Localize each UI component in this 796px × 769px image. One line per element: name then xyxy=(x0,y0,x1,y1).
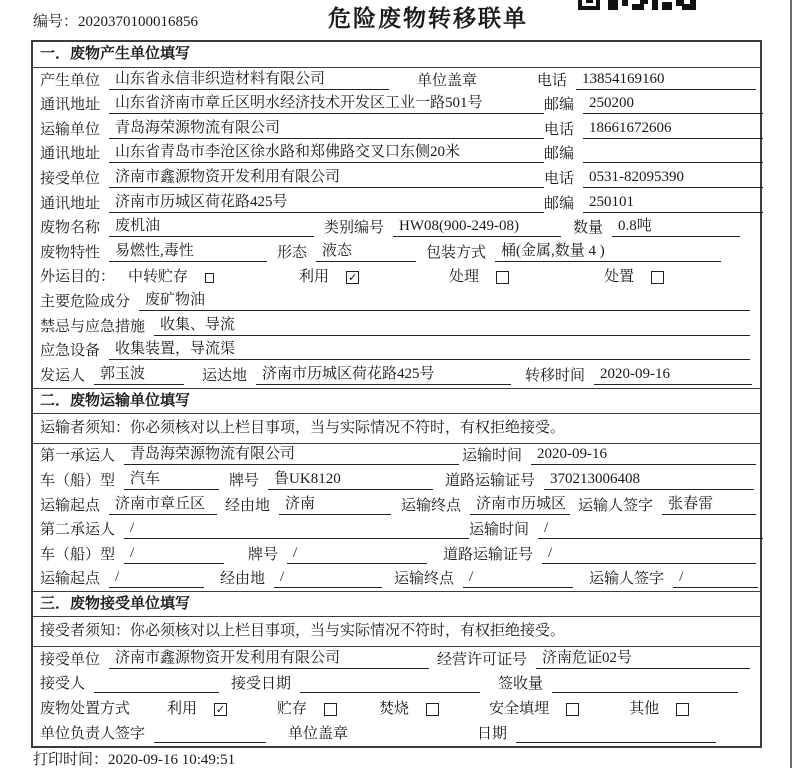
page-edge-line xyxy=(790,0,792,768)
receiver-unit-label: 接受单位 xyxy=(40,170,101,187)
first-route-row xyxy=(33,493,760,518)
transporter-unit-value: 青岛海荣源物流有限公司 xyxy=(109,119,544,139)
first-origin-label: 运输起点 xyxy=(40,497,101,514)
accepting-unit-value: 济南市鑫源物资开发利用有限公司 xyxy=(109,649,429,669)
first-origin-value: 济南市章丘区 xyxy=(109,495,217,515)
print-time-label: 打印时间： xyxy=(33,752,109,768)
transporter-address-value: 山东省青岛市李沧区徐水路和郑佛路交叉口东侧20米 xyxy=(109,143,544,163)
first-vehicle-type-label: 车（船）型 xyxy=(40,472,116,489)
first-vehicle-type-value: 汽车 xyxy=(124,470,219,490)
receiver-postcode-value: 250101 xyxy=(583,193,763,213)
first-carrier-value: 青岛海荣源物流有限公司 xyxy=(124,445,459,465)
first-vehicle-row xyxy=(33,468,760,493)
producer-postcode-value: 250200 xyxy=(583,94,763,114)
producer-postcode-label: 邮编 xyxy=(544,97,575,114)
serial-number: 2020370100016856 xyxy=(78,14,199,30)
disposal-secure-landfill-label: 安全填埋 xyxy=(489,701,550,718)
producer-unit-row xyxy=(33,68,760,93)
print-time-value: 2020-09-16 10:49:51 xyxy=(108,752,236,768)
first-transport-date-value: 2020-09-16 xyxy=(531,445,756,465)
main-hazard-components-label: 主要危险成分 xyxy=(40,293,131,310)
print-time-row xyxy=(33,748,235,769)
producer-phone-value: 13854169160 xyxy=(576,70,756,90)
receiver-notice: 接受者须知：你必须核对以上栏目事项，当与实际情况不符时，有权拒绝接受。 xyxy=(33,617,760,647)
purpose-treat-checkbox xyxy=(496,271,509,284)
emergency-equipment-row xyxy=(33,339,760,364)
first-carrier-signature-label: 运输人签字 xyxy=(578,497,654,514)
first-terminus-label: 运输终点 xyxy=(401,497,462,514)
delivery-destination-label: 运达地 xyxy=(202,367,248,384)
waste-traits-label: 废物特性 xyxy=(40,244,101,261)
receiver-address-row xyxy=(33,191,760,216)
received-quantity-value xyxy=(552,691,738,693)
transporter-unit-row xyxy=(33,117,760,142)
first-plate-number-label: 牌号 xyxy=(229,472,260,489)
second-terminus-label: 运输终点 xyxy=(394,571,455,588)
second-origin-value: / xyxy=(109,568,204,588)
receiver-address-value: 济南市历城区荷花路425号 xyxy=(109,193,544,213)
transporter-unit-label: 运输单位 xyxy=(40,121,101,138)
emergency-equipment-value: 收集装置，导流渠 xyxy=(109,340,750,360)
first-road-transport-license-label: 道路运输证号 xyxy=(445,472,536,489)
purpose-transit-storage-checkbox xyxy=(205,273,214,283)
disposal-method-label: 废物处置方式 xyxy=(40,701,131,718)
accept-unit-seal-label: 单位盖章 xyxy=(288,725,349,742)
receiver-unit-row xyxy=(33,166,760,191)
delivery-destination-value: 济南市历城区荷花路425号 xyxy=(256,365,511,385)
second-carrier-label: 第二承运人 xyxy=(40,522,116,539)
received-quantity-label: 签收量 xyxy=(498,676,544,693)
waste-name-value: 废机油 xyxy=(109,217,314,237)
acceptor-value xyxy=(94,691,219,693)
first-via-value: 济南 xyxy=(279,495,391,515)
waste-quantity-value: 0.8吨 xyxy=(612,217,740,237)
waste-traits-row xyxy=(33,240,760,265)
second-road-transport-license-label: 道路运输证号 xyxy=(443,546,534,563)
waste-name-row xyxy=(33,216,760,241)
emergency-measures-row xyxy=(33,314,760,339)
main-hazard-row xyxy=(33,289,760,314)
producer-address-row xyxy=(33,93,760,118)
transporter-postcode-label: 邮编 xyxy=(544,146,575,163)
unit-responsible-signature-label: 单位负责人签字 xyxy=(40,725,146,742)
receiver-phone-label: 电话 xyxy=(544,170,575,187)
contraindication-emergency-measures-value: 收集、导流 xyxy=(154,316,750,336)
purpose-treat-label: 处理 xyxy=(449,269,480,286)
first-terminus-value: 济南市历城区 xyxy=(470,495,570,515)
disposal-secure-landfill-checkbox xyxy=(566,703,579,716)
transfer-date-label: 转移时间 xyxy=(525,367,586,384)
second-vehicle-type-label: 车（船）型 xyxy=(40,546,116,563)
waste-name-label: 废物名称 xyxy=(40,220,101,237)
disposal-utilize-checkbox: ✓ xyxy=(215,703,226,717)
waste-form-value: 液态 xyxy=(316,242,416,262)
disposal-incinerate-checkbox xyxy=(426,703,439,716)
accept-seal-date-value xyxy=(516,741,716,743)
emergency-equipment-label: 应急设备 xyxy=(40,343,101,360)
outbound-purpose-row xyxy=(33,265,760,290)
transfer-date-value: 2020-09-16 xyxy=(594,365,752,385)
consignor-row xyxy=(33,363,760,388)
acceptor-label: 接受人 xyxy=(40,676,86,693)
disposal-storage-checkbox xyxy=(324,703,337,716)
first-carrier-signature-value: 张春雷 xyxy=(662,495,756,515)
transporter-address-row xyxy=(33,142,760,167)
waste-packaging-label: 包装方式 xyxy=(426,244,487,261)
second-origin-label: 运输起点 xyxy=(40,571,101,588)
purpose-dispose-label: 处置 xyxy=(604,269,635,286)
transporter-postcode-value xyxy=(583,161,763,163)
consignor-value: 郭玉波 xyxy=(94,365,184,385)
disposal-other-label: 其他 xyxy=(629,701,660,718)
unit-responsible-signature-value xyxy=(154,741,266,743)
second-road-transport-license-value: / xyxy=(542,544,756,564)
second-carrier-signature-label: 运输人签字 xyxy=(589,571,665,588)
waste-form-label: 形态 xyxy=(277,244,308,261)
responsible-signature-row xyxy=(33,721,760,746)
first-road-transport-license-value: 370213006408 xyxy=(544,470,754,490)
waste-category-code-label: 类别编号 xyxy=(324,220,385,237)
contraindication-emergency-measures-label: 禁忌与应急措施 xyxy=(40,318,146,335)
consignor-label: 发运人 xyxy=(40,367,86,384)
waste-traits-value: 易燃性,毒性 xyxy=(109,242,267,262)
producer-address-label: 通讯地址 xyxy=(40,97,101,114)
transporter-phone-value: 18661672606 xyxy=(583,119,763,139)
first-carrier-label: 第一承运人 xyxy=(40,448,116,465)
producer-section-header: 一．废物产生单位填写 xyxy=(33,42,760,68)
disposal-method-row xyxy=(33,696,760,721)
second-transport-date-label: 运输时间 xyxy=(469,522,530,539)
second-vehicle-type-value: / xyxy=(124,544,224,564)
disposal-utilize-label: 利用 xyxy=(167,701,198,718)
accepting-unit-row xyxy=(33,647,760,672)
purpose-transit-storage-label: 中转贮存 xyxy=(128,269,189,286)
page-title: 危险废物转移联单 xyxy=(328,5,528,31)
disposal-other-checkbox xyxy=(676,703,689,716)
business-license-number-label: 经营许可证号 xyxy=(437,651,528,668)
purpose-dispose-checkbox xyxy=(651,271,664,284)
receiver-address-label: 通讯地址 xyxy=(40,195,101,212)
purpose-utilize-checkbox: ✓ xyxy=(347,271,358,285)
receiver-section-header: 三．废物接受单位填写 xyxy=(33,591,760,617)
producer-unit-value: 山东省永信非织造材料有限公司 xyxy=(109,70,389,90)
receiver-unit-value: 济南市鑫源物资开发利用有限公司 xyxy=(109,168,544,188)
main-hazard-components-value: 废矿物油 xyxy=(139,291,750,311)
second-carrier-row xyxy=(33,518,760,543)
waste-category-code-value: HW08(900-249-08) xyxy=(393,217,561,237)
second-plate-number-value: / xyxy=(287,544,427,564)
producer-unit-label: 产生单位 xyxy=(40,72,101,89)
producer-unit-seal-label: 单位盖章 xyxy=(417,72,478,89)
second-transport-date-value: / xyxy=(538,519,763,539)
second-vehicle-row xyxy=(33,542,760,567)
first-transport-date-label: 运输时间 xyxy=(461,448,522,465)
purpose-utilize-label: 利用 xyxy=(299,269,330,286)
serial-label: 编号： xyxy=(33,14,79,30)
accept-date-label: 接受日期 xyxy=(231,676,292,693)
serial-number-row xyxy=(33,10,198,31)
first-plate-number-value: 鲁UK8120 xyxy=(268,470,433,490)
transporter-address-label: 通讯地址 xyxy=(40,146,101,163)
transporter-phone-label: 电话 xyxy=(544,121,575,138)
business-license-number-value: 济南危证02号 xyxy=(536,649,750,669)
second-route-row xyxy=(33,567,760,592)
producer-address-value: 山东省济南市章丘区明水经济技术开发区工业一路501号 xyxy=(109,94,544,114)
receiver-postcode-label: 邮编 xyxy=(544,195,575,212)
accept-date-value xyxy=(300,691,480,693)
first-carrier-row xyxy=(33,444,760,469)
transporter-section-header: 二．废物运输单位填写 xyxy=(33,388,760,414)
manifest-table xyxy=(31,40,762,748)
second-terminus-value: / xyxy=(463,568,573,588)
second-via-label: 经由地 xyxy=(220,571,266,588)
receiver-phone-value: 0531-82095390 xyxy=(583,168,763,188)
accepting-unit-label: 接受单位 xyxy=(40,651,101,668)
waste-packaging-value: 桶(金属,数量 4 ) xyxy=(495,242,721,262)
producer-phone-label: 电话 xyxy=(536,72,567,89)
first-via-label: 经由地 xyxy=(225,497,271,514)
second-carrier-signature-value: / xyxy=(673,568,758,588)
second-plate-number-label: 牌号 xyxy=(248,546,279,563)
second-carrier-value: / xyxy=(124,519,469,539)
outbound-purpose-label: 外运目的： xyxy=(40,269,116,286)
transporter-notice: 运输者须知：你必须核对以上栏目事项，当与实际情况不符时，有权拒绝接受。 xyxy=(33,414,760,444)
acceptor-row xyxy=(33,672,760,697)
qr-code-partial-icon xyxy=(578,0,700,10)
disposal-incinerate-label: 焚烧 xyxy=(379,701,410,718)
waste-quantity-label: 数量 xyxy=(573,220,604,237)
disposal-storage-label: 贮存 xyxy=(277,701,308,718)
accept-seal-date-label: 日期 xyxy=(477,725,508,742)
second-via-value: / xyxy=(274,568,382,588)
